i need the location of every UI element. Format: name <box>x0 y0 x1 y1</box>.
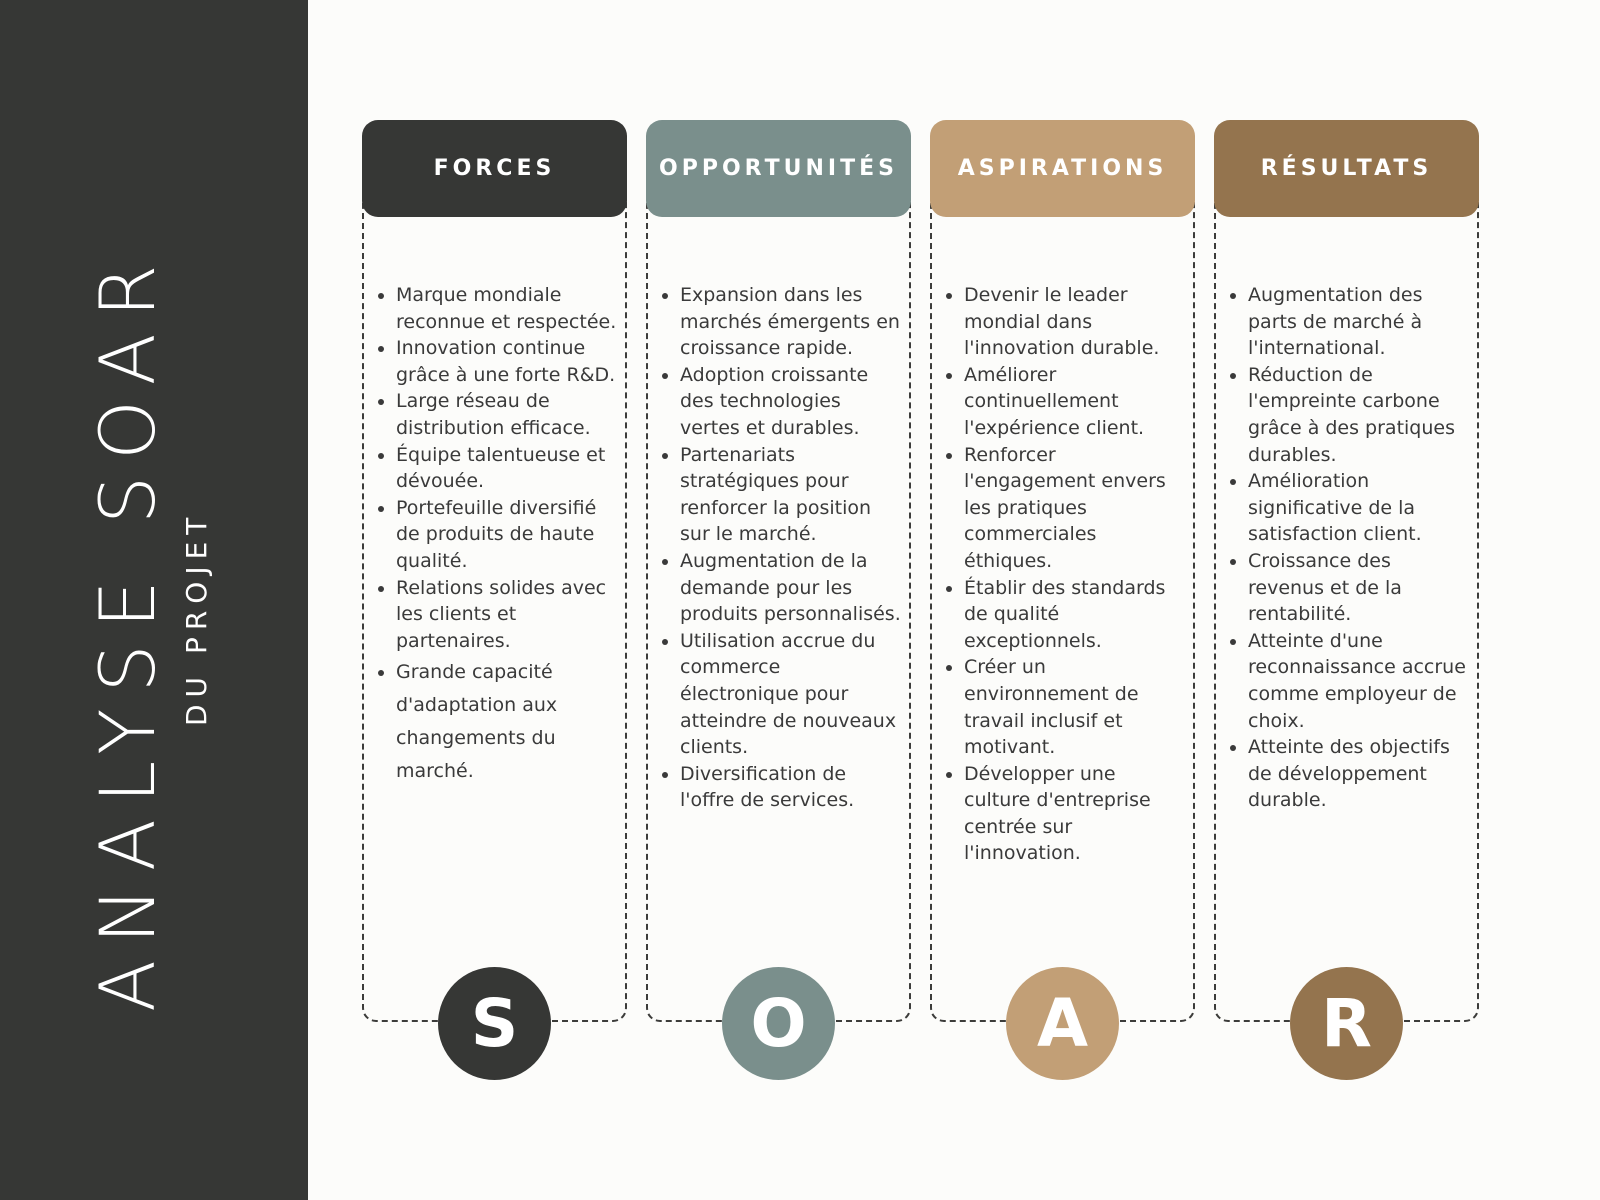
card-resultats <box>1214 120 1479 1062</box>
list-item: • Atteinte des objectifs de développement durable. <box>1248 734 1469 814</box>
card-header-opportunites: OPPORTUNITÉS <box>646 120 911 217</box>
list-item: • Expansion dans les marchés émergents en croissance rapide. <box>680 282 901 362</box>
list-item: • Amélioration significative de la satisfaction client. <box>1248 468 1469 548</box>
list-item: • Devenir le leader mondial dans l'innovation durable. <box>964 282 1185 362</box>
card-forces <box>362 120 627 1062</box>
list-item: • Relations solides avec les clients et partenaires. <box>396 575 617 655</box>
card-header-resultats: RÉSULTATS <box>1214 120 1479 217</box>
list-item: • Créer un environnement de travail inclusif et motivant. <box>964 654 1185 760</box>
page-title: ANALYSE SOAR <box>83 248 172 1012</box>
card-header-aspirations: ASPIRATIONS <box>930 120 1195 217</box>
letter-badge-s: S <box>438 967 551 1080</box>
list-item: • Diversification de l'offre de services. <box>680 761 901 814</box>
list-item: • Utilisation accrue du commerce électronique pour atteindre de nouveaux clients. <box>680 628 901 761</box>
card-aspirations <box>930 120 1195 1062</box>
list-item: • Améliorer continuellement l'expérience client. <box>964 362 1185 442</box>
letter-badge-a: A <box>1006 967 1119 1080</box>
list-item: • Croissance des revenus et de la rentabilité. <box>1248 548 1469 628</box>
list-item: • Augmentation des parts de marché à l'international. <box>1248 282 1469 362</box>
list-item: • Atteinte d'une reconnaissance accrue comme employeur de choix. <box>1248 628 1469 734</box>
card-list-aspirations <box>942 282 1185 867</box>
list-item: • Établir des standards de qualité exceptionnels. <box>964 575 1185 655</box>
card-list-resultats <box>1226 282 1469 814</box>
page-subtitle: DU PROJET <box>180 510 213 726</box>
card-list-forces <box>374 282 617 788</box>
list-item: • Grande capacité d'adaptation aux changements du marché. <box>396 656 617 788</box>
list-item: • Réduction de l'empreinte carbone grâce à des pratiques durables. <box>1248 362 1469 468</box>
letter-badge-o: O <box>722 967 835 1080</box>
list-item: • Développer une culture d'entreprise centrée sur l'innovation. <box>964 761 1185 867</box>
sidebar <box>0 0 308 1200</box>
list-item: • Innovation continue grâce à une forte R&D. <box>396 335 617 388</box>
list-item: • Augmentation de la demande pour les produits personnalisés. <box>680 548 901 628</box>
list-item: • Portefeuille diversifié de produits de haute qualité. <box>396 495 617 575</box>
card-list-opportunites <box>658 282 901 814</box>
list-item: • Marque mondiale reconnue et respectée. <box>396 282 617 335</box>
list-item: • Partenariats stratégiques pour renforcer la position sur le marché. <box>680 442 901 548</box>
letter-badge-r: R <box>1290 967 1403 1080</box>
list-item: • Adoption croissante des technologies vertes et durables. <box>680 362 901 442</box>
card-header-forces: FORCES <box>362 120 627 217</box>
card-opportunites <box>646 120 911 1062</box>
list-item: • Large réseau de distribution efficace. <box>396 388 617 441</box>
list-item: • Renforcer l'engagement envers les pratiques commerciales éthiques. <box>964 442 1185 575</box>
list-item: • Équipe talentueuse et dévouée. <box>396 442 617 495</box>
